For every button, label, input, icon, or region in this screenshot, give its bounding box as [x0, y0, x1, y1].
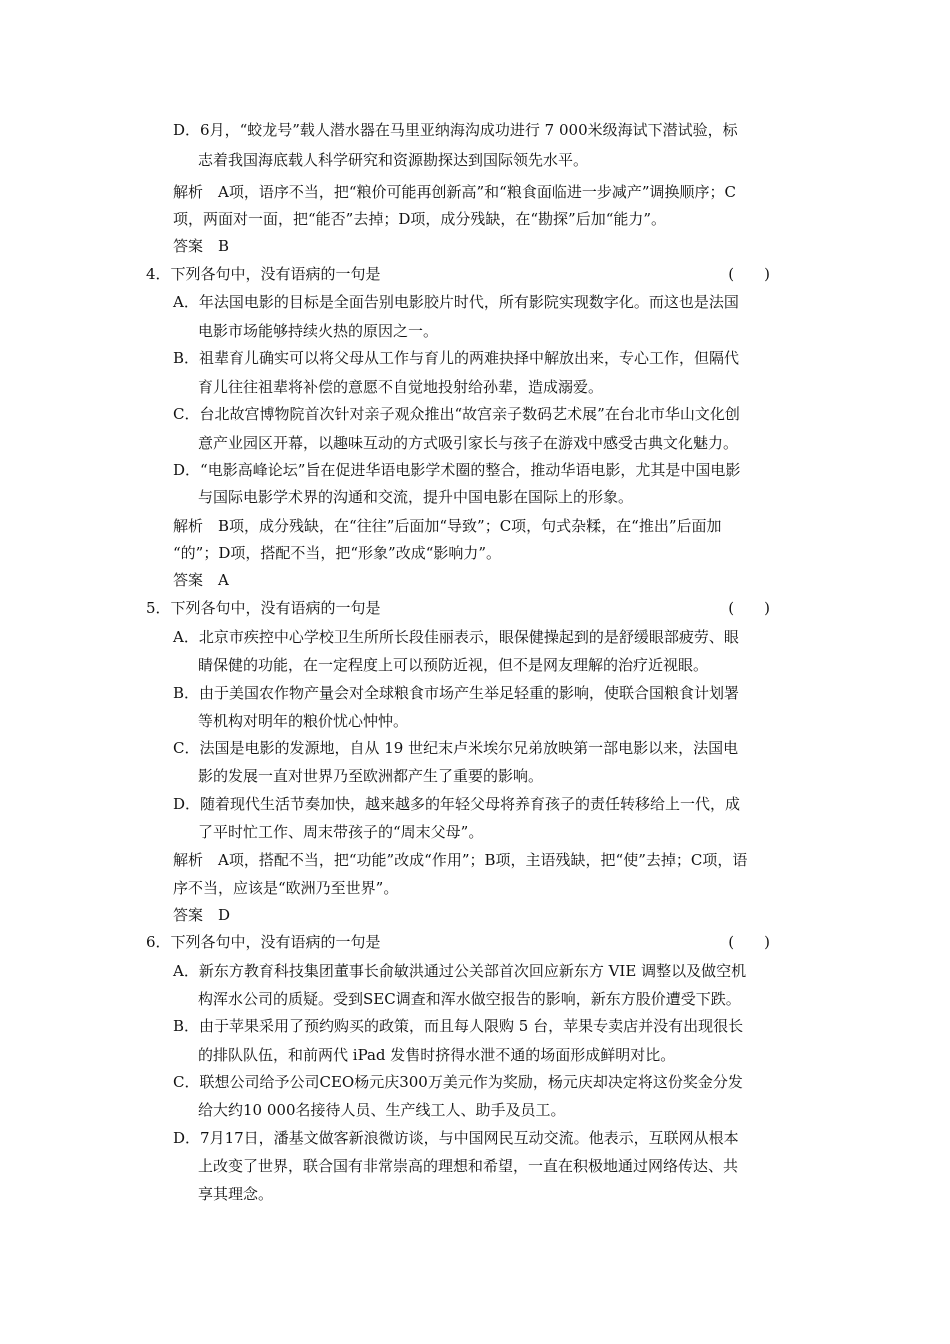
- line-text: 构浑水公司的质疑。受到SEC调查和浑水做空报告的影响，新东方股价遭受下跌。: [198, 990, 741, 1008]
- text-line: [198, 1045, 675, 1065]
- text-line: [173, 543, 501, 563]
- text-line: [173, 182, 736, 202]
- line-text: 睛保健的功能，在一定程度上可以预防近视，但不是网友理解的治疗近视眼。: [198, 656, 709, 674]
- line-text: 志着我国海底载人科学研究和资源勘探达到国际领先水平。: [198, 151, 589, 169]
- answer-blank: ( ): [728, 933, 770, 951]
- text-line: [198, 766, 543, 786]
- text-line: [198, 711, 408, 731]
- line-text: “的”；D项，搭配不当，把“形象”改成“影响力”。: [173, 544, 502, 562]
- line-text: C．联想公司给予公司CEO杨元庆300万美元作为奖励，杨元庆却决定将这份奖金分发: [173, 1073, 743, 1091]
- line-text: D．7月17日，潘基文做客新浪微访谈，与中国网民互动交流。他表示，互联网从根本: [173, 1129, 739, 1147]
- line-text: 给大约10 000名接待人员、生产线工人、助手及员工。: [198, 1101, 566, 1119]
- line-text: 序不当，应该是“欧洲乃至世界”。: [173, 879, 399, 897]
- line-text: B．由于苹果采用了预约购买的政策，而且每人限购 5 台，苹果专卖店并没有出现很长: [173, 1017, 744, 1035]
- question-stem: [146, 264, 770, 284]
- line-text: 了平时忙工作、周末带孩子的“周末父母”。: [198, 823, 484, 841]
- text-line: [173, 570, 229, 590]
- line-text: 答案 D: [173, 906, 231, 924]
- text-line: [198, 655, 708, 675]
- text-line: [173, 292, 739, 312]
- line-text: A．年法国电影的目标是全面告别电影胶片时代，所有影院实现数字化。而这也是法国: [173, 293, 739, 311]
- text-line: [198, 1184, 273, 1204]
- question-stem: [146, 932, 770, 952]
- line-text: 与国际电影学术界的沟通和交流，提升中国电影在国际上的形象。: [198, 488, 634, 506]
- text-line: [173, 1072, 743, 1092]
- line-text: D．随着现代生活节奏加快，越来越多的年轻父母将养育孩子的责任转移给上一代，成: [173, 795, 741, 813]
- line-text: C．法国是电影的发源地，自从 19 世纪末卢米埃尔兄弟放映第一部电影以来，法国电: [173, 739, 739, 757]
- line-text: 的排队队伍，和前两代 iPad 发售时挤得水泄不通的场面形成鲜明对比。: [198, 1046, 676, 1064]
- line-text: 解析 B项，成分残缺，在“往往”后面加“导致”；C项，句式杂糅，在“推出”后面加: [173, 517, 722, 535]
- line-text: 答案 A: [173, 571, 229, 589]
- line-text: 5．下列各句中，没有语病的一句是: [146, 599, 381, 617]
- line-text: 解析 A项，语序不当，把“粮价可能再创新高”和“粮食面临进一步减产”调换顺序；C: [173, 183, 736, 201]
- text-line: [173, 404, 740, 424]
- line-text: 电影市场能够持续火热的原因之一。: [198, 322, 439, 340]
- text-line: [173, 348, 739, 368]
- text-line: [173, 209, 666, 229]
- line-text: B．由于美国农作物产量会对全球粮食市场产生举足轻重的影响，使联合国粮食计划署: [173, 684, 740, 702]
- line-text: 上改变了世界，联合国有非常崇高的理想和希望，一直在积极地通过网络传达、共: [198, 1157, 739, 1175]
- text-line: [173, 627, 739, 647]
- text-line: [173, 878, 398, 898]
- answer-blank: ( ): [728, 265, 770, 283]
- text-line: [173, 236, 229, 256]
- text-line: [173, 794, 740, 814]
- text-line: [198, 487, 633, 507]
- line-text: 4．下列各句中，没有语病的一句是: [146, 265, 381, 283]
- question-stem: [146, 598, 770, 618]
- text-line: [173, 850, 747, 870]
- text-line: [198, 150, 588, 170]
- text-line: [198, 321, 438, 341]
- line-text: 项，两面对一面，把“能否”去掉；D项，成分残缺，在“勘探”后加“能力”。: [173, 210, 667, 228]
- text-line: [198, 1156, 738, 1176]
- line-text: C．台北故宫博物院首次针对亲子观众推出“故宫亲子数码艺术展”在台北市华山文化创: [173, 405, 740, 423]
- text-line: [173, 516, 722, 536]
- line-text: D．“电影高峰论坛”旨在促进华语电影学术圈的整合，推动华语电影，尤其是中国电影: [173, 461, 741, 479]
- text-line: [198, 377, 603, 397]
- line-text: A．北京市疾控中心学校卫生所所长段佳丽表示，眼保健操起到的是舒缓眼部疲劳、眼: [173, 628, 739, 646]
- line-text: 意产业园区开幕，以趣味互动的方式吸引家长与孩子在游戏中感受古典文化魅力。: [198, 434, 739, 452]
- line-text: 影的发展一直对世界乃至欧洲都产生了重要的影响。: [198, 767, 544, 785]
- line-text: 育儿往往祖辈将补偿的意愿不自觉地投射给孙辈，造成溺爱。: [198, 378, 604, 396]
- line-text: B．祖辈育儿确实可以将父母从工作与育儿的两难抉择中解放出来，专心工作，但隔代: [173, 349, 740, 367]
- line-text: 享其理念。: [198, 1185, 274, 1203]
- line-text: 解析 A项，搭配不当，把“功能”改成“作用”；B项，主语残缺，把“使”去掉；C项，语: [173, 851, 748, 869]
- line-text: 等机构对明年的粮价忧心忡忡。: [198, 712, 409, 730]
- line-text: 6．下列各句中，没有语病的一句是: [146, 933, 381, 951]
- text-line: [198, 989, 741, 1009]
- text-line: [173, 120, 738, 140]
- text-line: [173, 683, 739, 703]
- line-text: D．6月，“蛟龙号”载人潜水器在马里亚纳海沟成功进行 7 000米级海试下潜试验，标: [173, 121, 738, 139]
- text-line: [173, 460, 740, 480]
- text-line: [198, 433, 738, 453]
- text-line: [173, 905, 230, 925]
- text-line: [173, 961, 746, 981]
- answer-blank: ( ): [728, 599, 770, 617]
- text-line: [173, 1128, 739, 1148]
- text-line: [173, 1016, 743, 1036]
- text-line: [173, 738, 738, 758]
- line-text: A．新东方教育科技集团董事长俞敏洪通过公关部首次回应新东方 VIE 调整以及做空机: [173, 962, 747, 980]
- line-text: 答案 B: [173, 237, 230, 255]
- text-line: [198, 1100, 566, 1120]
- text-line: [198, 822, 483, 842]
